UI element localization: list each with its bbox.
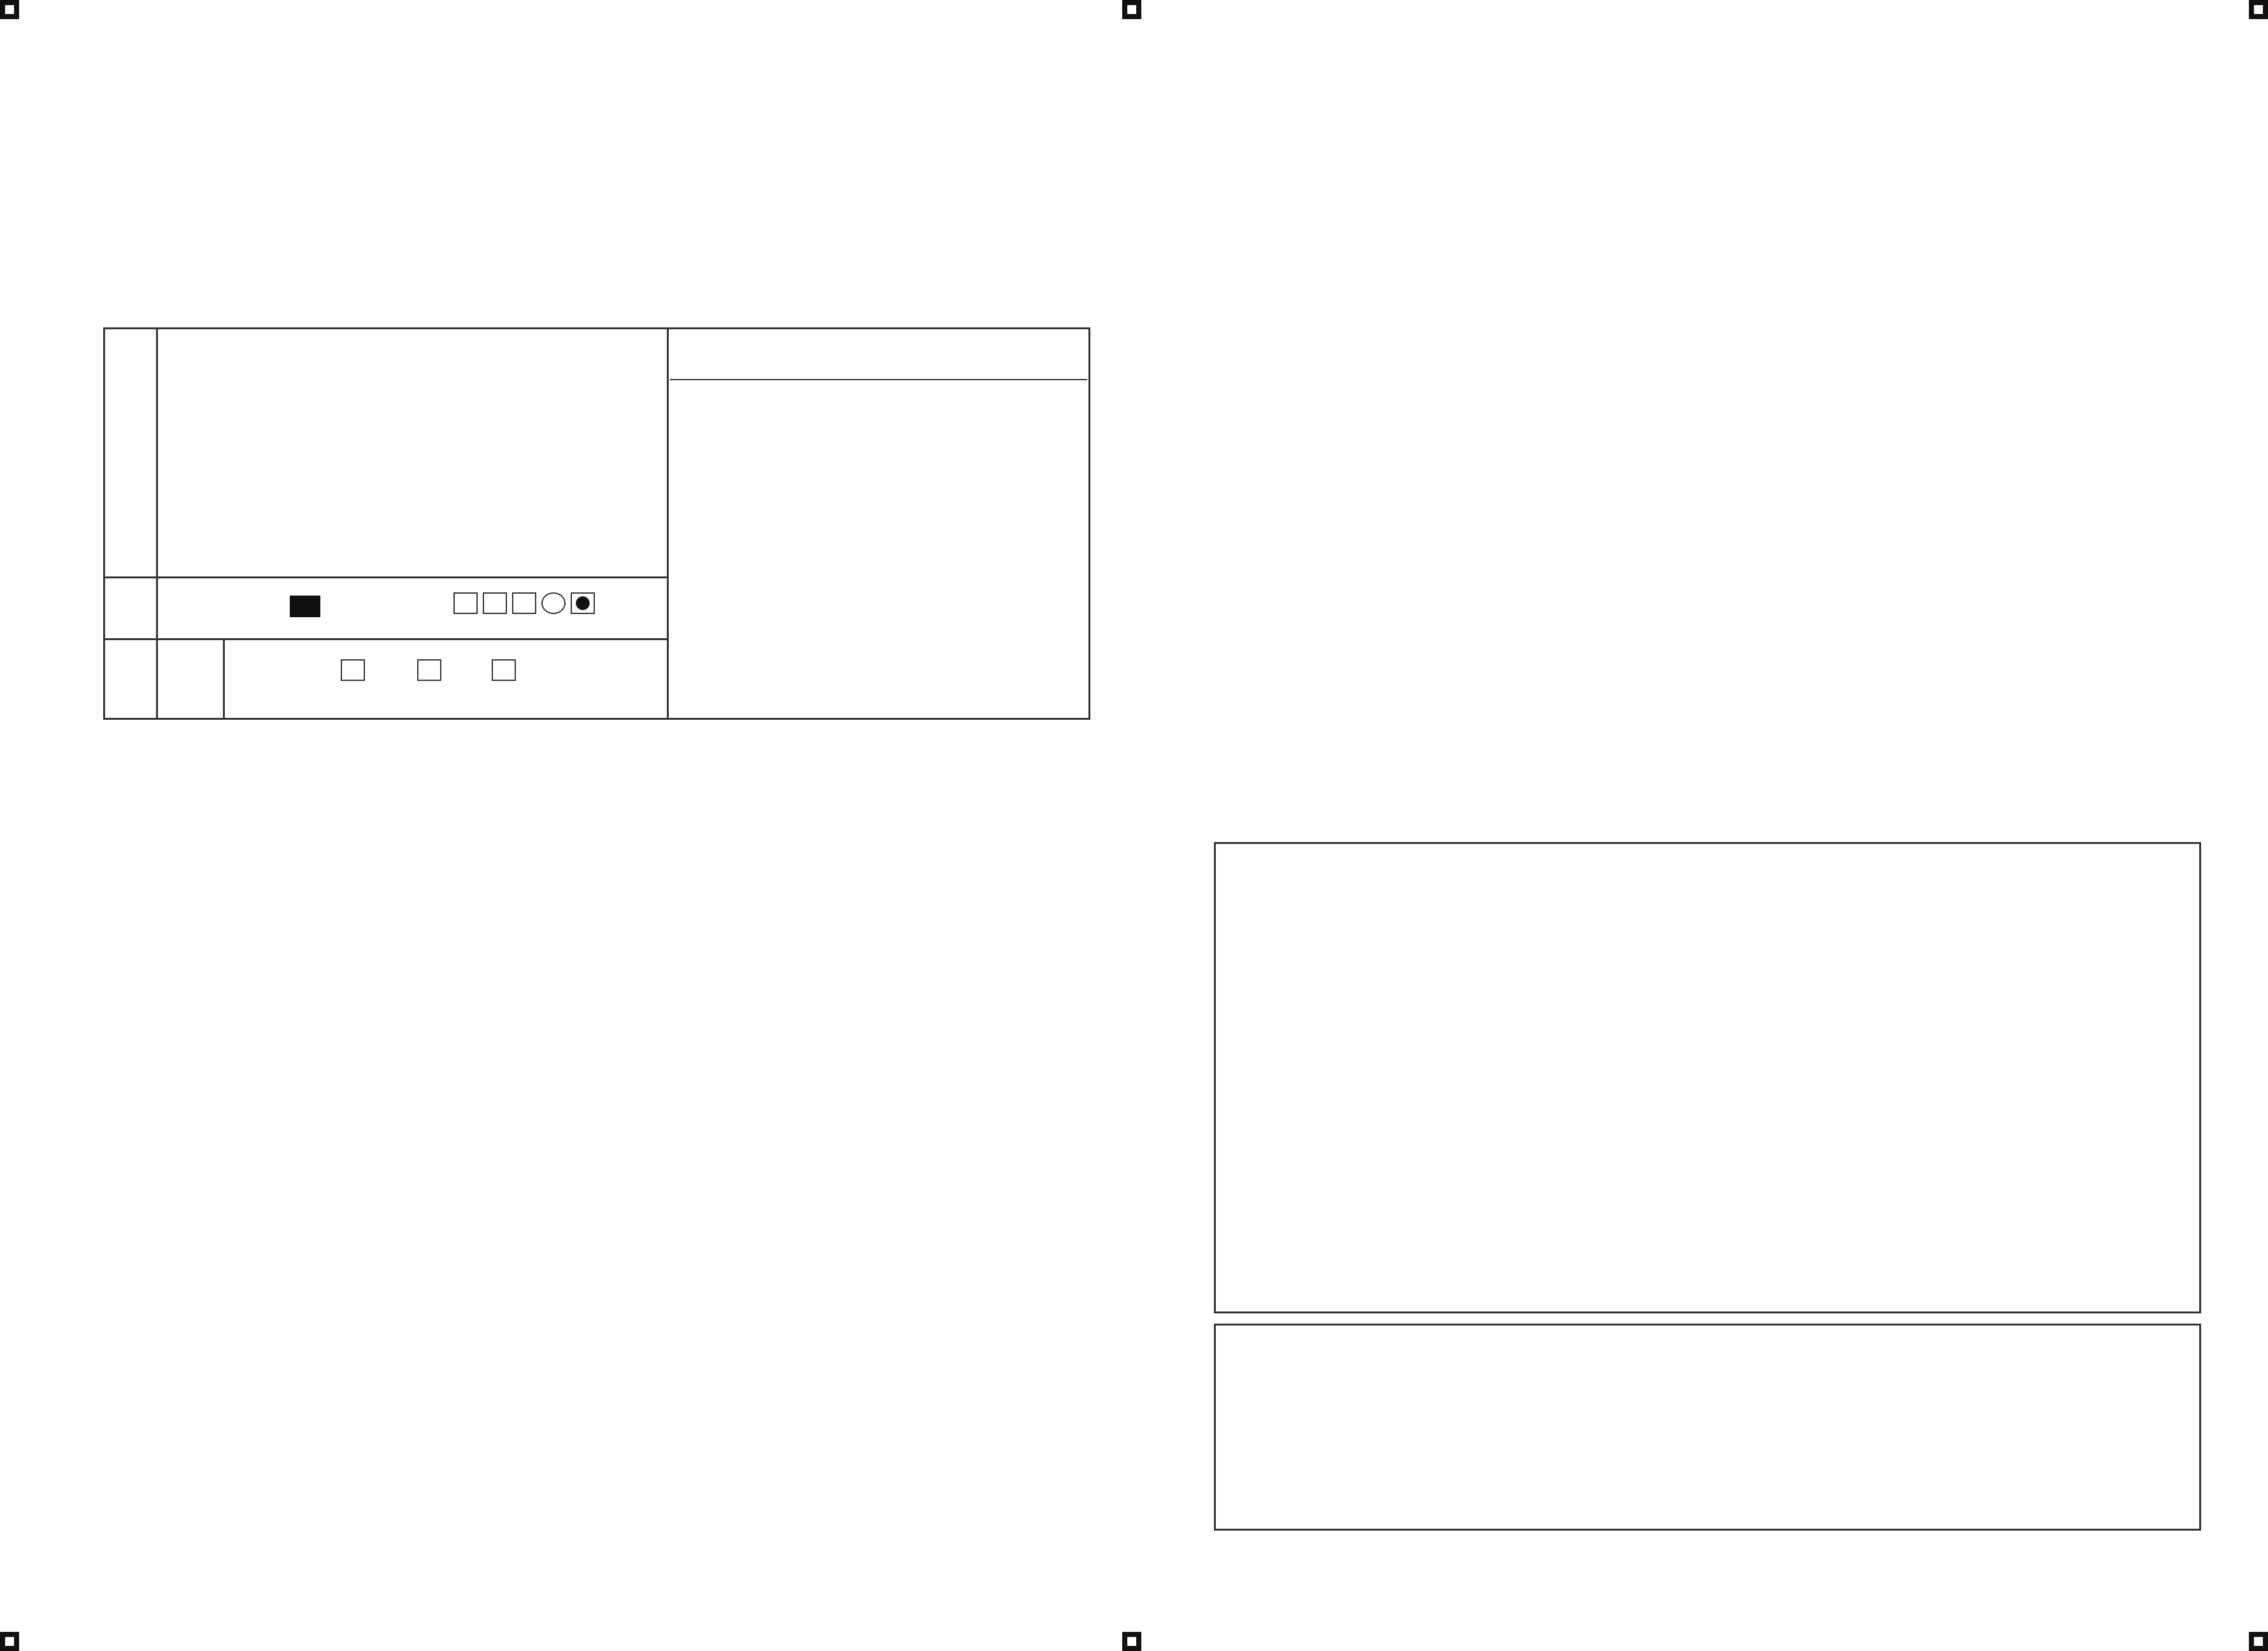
term-answer-box-1[interactable] [1214,842,2201,1313]
corner-marker [1122,0,1141,19]
divider [223,638,225,720]
absent-option[interactable] [334,656,365,682]
violation-option[interactable] [485,656,516,682]
term-answer-box-2[interactable] [1214,1324,2201,1531]
wrong-fill-samples [453,592,595,614]
corner-marker [2249,0,2268,19]
corner-marker [2249,1632,2268,1651]
info-panel [103,327,1090,720]
cheat-option[interactable] [411,656,441,682]
divider [156,327,158,720]
divider [670,379,1087,380]
corner-marker [0,1632,19,1651]
fill-label [115,583,145,636]
corner-marker [0,0,19,19]
correct-fill-sample [290,596,320,617]
corner-marker [1122,1632,1141,1651]
divider [103,638,667,640]
divider [667,327,669,720]
divider [103,576,667,578]
